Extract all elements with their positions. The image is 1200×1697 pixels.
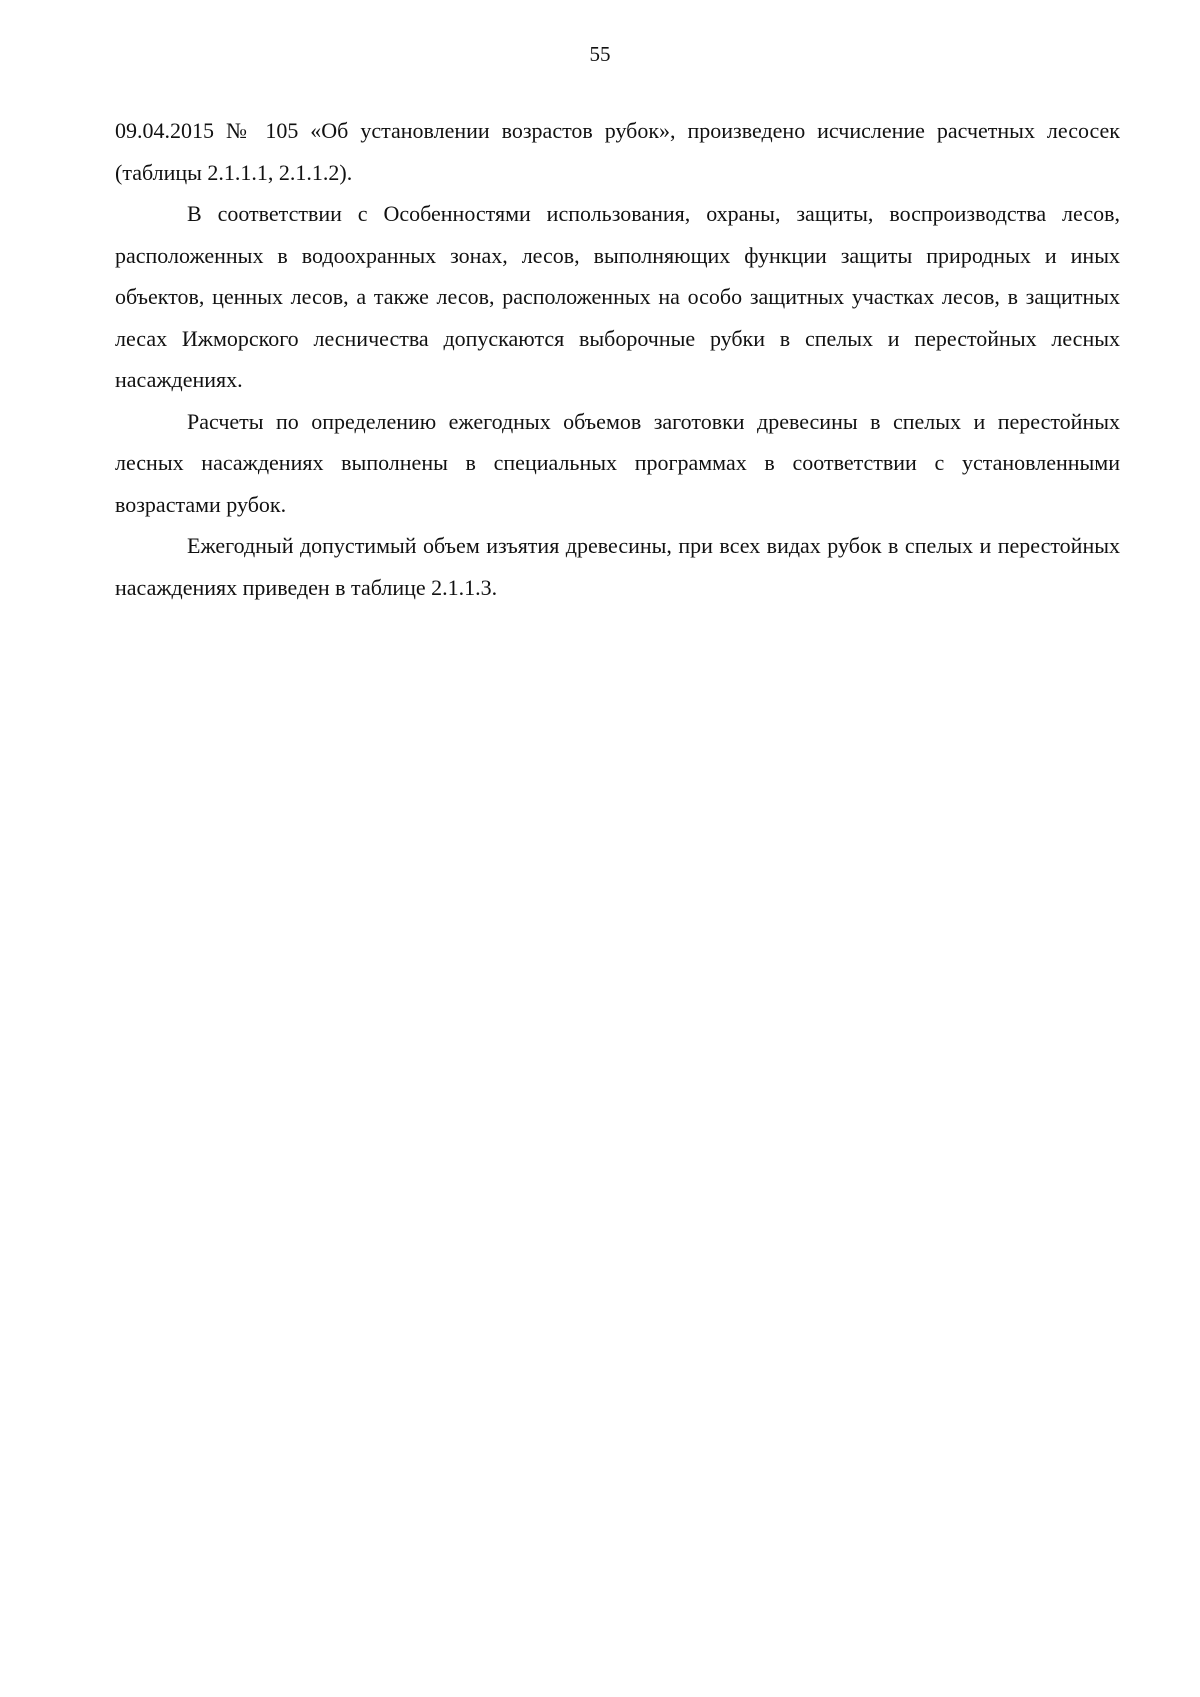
paragraph-calculations: Расчеты по определению ежегодных объемов заготовки древесины в спелых и перестойных лесных насаждениях выполнены в специальных программах в соответствии с установленными возрастами рубок. [115,408,1120,517]
paragraph-annual-volume: Ежегодный допустимый объем изъятия древесины, при всех видах рубок в спелых и перестойных насаждениях приведен в таблице 2.1.1.3. [115,533,1120,600]
page-number: 55 [589,42,611,66]
body-text [115,110,1120,608]
paragraph-protective-forests: В соответствии с Особенностями использования, охраны, защиты, воспроизводства лесов, расположенных в водоохранных зонах, лесов, выполняющих функции защиты природных и иных объектов, ценных лесов, а также лесов, расположенных на особо защитных участках лесов, в защитных лесах Ижморского лесничества допускаются выборочные рубки в спелых и перестойных лесных насаждениях. [115,201,1120,392]
paragraph-continuation: 09.04.2015 № 105 «Об установлении возрастов рубок», произведено исчисление расчетных лесосек (таблицы 2.1.1.1, 2.1.1.2). [115,118,1120,185]
